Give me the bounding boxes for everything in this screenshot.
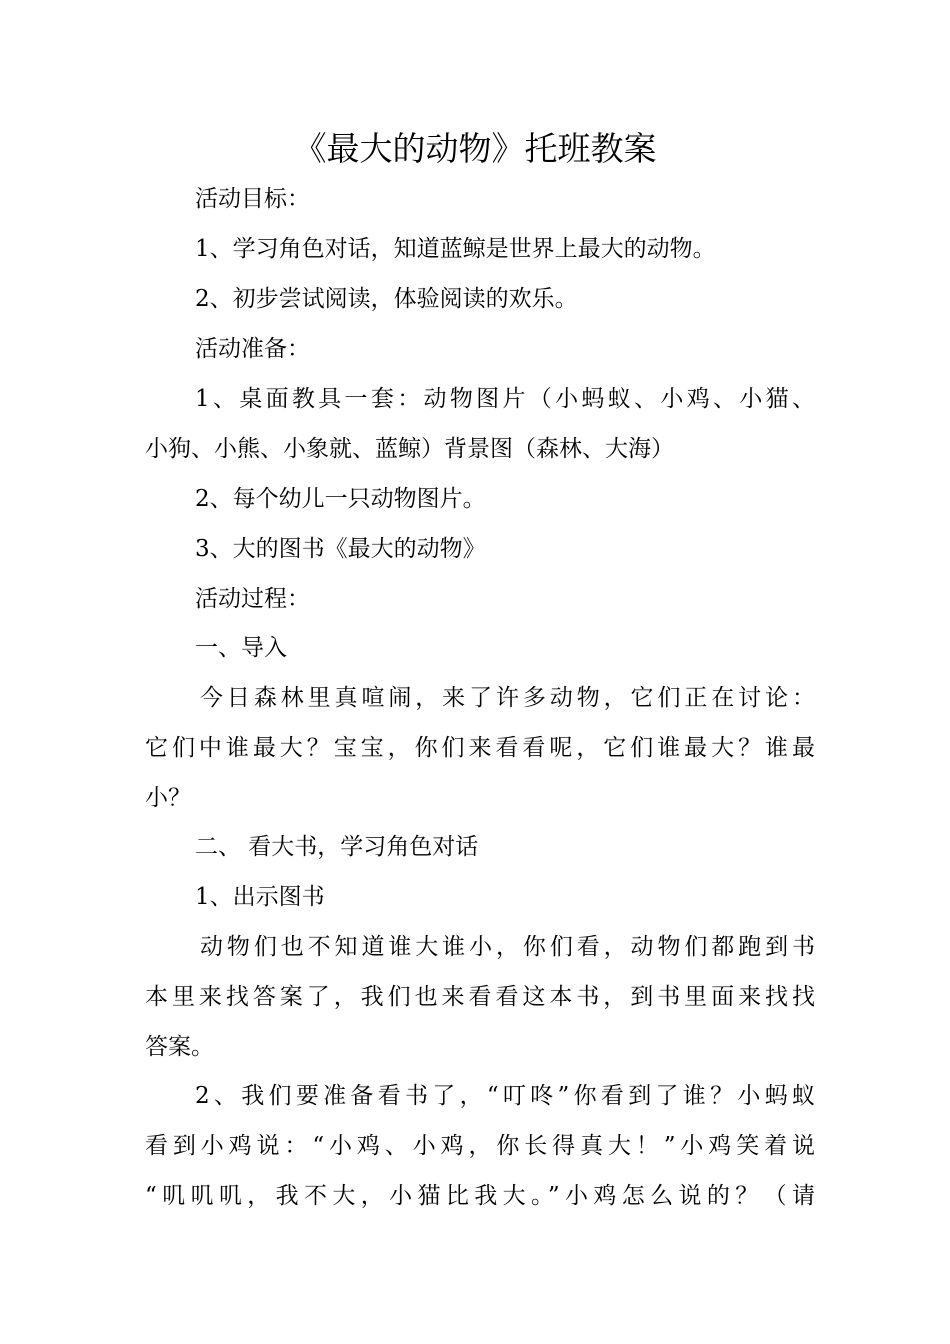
prep-item-3: 3、大的图书《最大的动物》 xyxy=(195,536,486,562)
prep-item-1-line-2: 小狗、小熊、小象就、蓝鲸）背景图（森林、大海） xyxy=(145,436,674,462)
section-1-paragraph-line-2: 它们中谁最大？宝宝，你们来看看呢，它们谁最大？谁最 xyxy=(145,735,815,761)
section-1-heading: 一、导入 xyxy=(195,635,287,661)
heading-activity-process: 活动过程： xyxy=(195,586,310,612)
prep-item-2: 2、每个幼儿一只动物图片。 xyxy=(195,486,486,512)
section-1-paragraph-line-1: 今日森林里真喧闹，来了许多动物，它们正在讨论： xyxy=(200,685,815,711)
step-1-paragraph-line-2: 本里来找答案了，我们也来看看这本书，到书里面来找找 xyxy=(145,984,815,1010)
step-1-paragraph-line-1: 动物们也不知道谁大谁小，你们看，动物们都跑到书 xyxy=(200,934,815,960)
step-2-paragraph-line-2: 看到小鸡说：“小鸡、小鸡，你长得真大！”小鸡笑着说 xyxy=(145,1133,815,1159)
heading-activity-goals: 活动目标： xyxy=(195,186,310,212)
section-2-step-1-heading: 1、出示图书 xyxy=(195,884,325,910)
step-2-paragraph-line-3: “叽叽叽，我不大，小猫比我大。”小鸡怎么说的？（请 xyxy=(145,1183,815,1209)
step-1-paragraph-line-3: 答案。 xyxy=(145,1034,214,1060)
document-title: 《最大的动物》托班教案 xyxy=(293,129,657,168)
heading-activity-preparation: 活动准备： xyxy=(195,336,310,362)
section-2-heading: 二、 看大书，学习角色对话 xyxy=(195,834,479,860)
step-2-paragraph-line-1: 2、我们要准备看书了，“叮咚”你看到了谁？小蚂蚁 xyxy=(195,1083,815,1109)
section-1-paragraph-line-3: 小？ xyxy=(145,785,191,811)
goal-item-2: 2、初步尝试阅读，体验阅读的欢乐。 xyxy=(195,286,578,312)
goal-item-1: 1、学习角色对话，知道蓝鲸是世界上最大的动物。 xyxy=(195,236,716,262)
prep-item-1-line-1: 1、桌面教具一套：动物图片（小蚂蚁、小鸡、小猫、 xyxy=(195,386,815,412)
